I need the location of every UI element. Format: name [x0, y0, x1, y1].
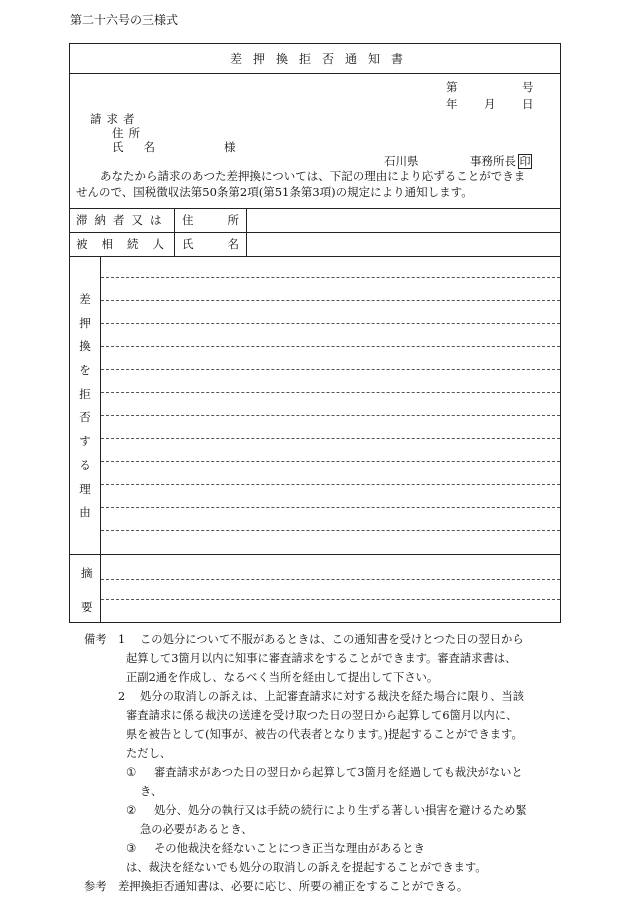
issuer-office [470, 154, 532, 169]
row-divider [70, 232, 560, 233]
reason-line [101, 507, 560, 508]
document-title: 差押換拒否通知書 [230, 52, 415, 66]
reason-label-char: 拒 [79, 386, 91, 401]
row2-field: 氏名 [182, 237, 273, 251]
note2-line-2: 審査請求に係る裁決の送達を受け取つた日の翌日から起算して6箇月以内に、 [126, 709, 518, 722]
doc-number-suffix: 号 [522, 80, 534, 94]
note1-number: 1 [118, 633, 126, 646]
reason-line [101, 323, 560, 324]
issuer-office-title: 事務所長 [470, 154, 516, 168]
form-frame [69, 43, 561, 623]
summary-label-1: 摘 [81, 566, 93, 580]
reason-label-char: 押 [79, 315, 91, 330]
note1-line-2: 起算して3箇月以内に知事に審査請求をすることができます。審査請求書は、 [126, 652, 517, 665]
item1-line-1: 審査請求があつた日の翌日から起算して3箇月を経過しても裁決がないと [154, 766, 523, 779]
issuer-prefecture: 石川県 [384, 154, 419, 168]
seal-mark: 印 [519, 155, 531, 168]
reason-label-char: す [79, 434, 91, 449]
date-day: 日 [522, 97, 534, 111]
title-divider [70, 73, 560, 74]
item2-line-2: 急の必要があるとき、 [140, 823, 253, 836]
row2-label: 被相続人 [76, 237, 178, 251]
honorific: 様 [224, 140, 236, 154]
rows-bottom-divider [70, 256, 560, 257]
reason-label [75, 294, 95, 531]
note2-line-3: 県を被告として(知事が、被告の代表者となります。)提起することができます。 [126, 728, 523, 741]
reason-line [101, 438, 560, 439]
item3-line-1: その他裁決を経ないことにつき正当な理由があるとき [154, 842, 425, 855]
note1-line-3: 正副2通を作成し、なるべく当所を経由して提出して下さい。 [126, 671, 439, 684]
item2-mark: ② [126, 804, 137, 817]
reason-line [101, 530, 560, 531]
row-col-divider-1 [174, 208, 175, 256]
summary-line [101, 599, 560, 600]
body-line-1: あなたから請求のあつた差押換については、下記の理由により応ずることができま [100, 169, 526, 183]
summary-line [101, 579, 560, 580]
addressee-heading: 請求者 [90, 112, 140, 126]
form-number: 第二十六号の三様式 [70, 13, 179, 27]
reason-label-char: 理 [79, 481, 91, 496]
reason-line [101, 415, 560, 416]
reason-line [101, 346, 560, 347]
row1-label: 滞納者又は [76, 213, 169, 227]
note2-line-4: ただし、 [126, 747, 172, 760]
name-label: 氏名 [112, 140, 175, 154]
date-month: 月 [484, 97, 496, 111]
reason-label-char: 差 [79, 292, 91, 306]
row-col-divider-2 [246, 208, 247, 256]
summary-divider [70, 554, 560, 555]
closing-line: は、裁決を経ないでも処分の取消しの訴えを提起することができます。 [126, 861, 487, 874]
note2-line-1: 処分の取消しの訴えは、上記審査請求に対する裁決を経た場合に限り、当該 [140, 690, 525, 703]
reason-label-char: る [79, 457, 91, 472]
reason-line [101, 484, 560, 485]
reason-label-char: 由 [79, 505, 91, 520]
reason-line [101, 461, 560, 462]
address-label: 住所 [112, 126, 145, 140]
body-line-2: せんので、国税徴収法第50条第2項(第51条第3項)の規定により通知します。 [76, 185, 473, 199]
doc-number-prefix: 第 [446, 80, 458, 94]
reason-line [101, 369, 560, 370]
reason-label-char: 換 [79, 339, 91, 354]
note2-number: 2 [118, 690, 126, 703]
item1-line-2: き、 [140, 785, 163, 798]
row1-field: 住所 [182, 213, 273, 227]
reason-line [101, 392, 560, 393]
item3-mark: ③ [126, 842, 137, 855]
label-column-divider [100, 256, 101, 622]
reason-label-char: を [79, 363, 91, 378]
notes-label: 備考 [84, 633, 107, 646]
date-year: 年 [446, 97, 458, 111]
reason-line [101, 300, 560, 301]
reference-label: 参考 [84, 880, 107, 893]
item2-line-1: 処分、処分の執行又は手続の続行により生ずる著しい損害を避けるため緊 [154, 804, 527, 817]
note1-line-1: この処分について不服があるときは、この通知書を受けとつた日の翌日から [140, 633, 524, 646]
reason-label-char: 否 [79, 410, 91, 425]
summary-label-2: 要 [81, 600, 93, 614]
body-divider [70, 208, 560, 209]
item1-mark: ① [126, 766, 137, 779]
reference-text: 差押換拒否通知書は、必要に応じ、所要の補正をすることができる。 [118, 880, 469, 893]
reason-line [101, 277, 560, 278]
